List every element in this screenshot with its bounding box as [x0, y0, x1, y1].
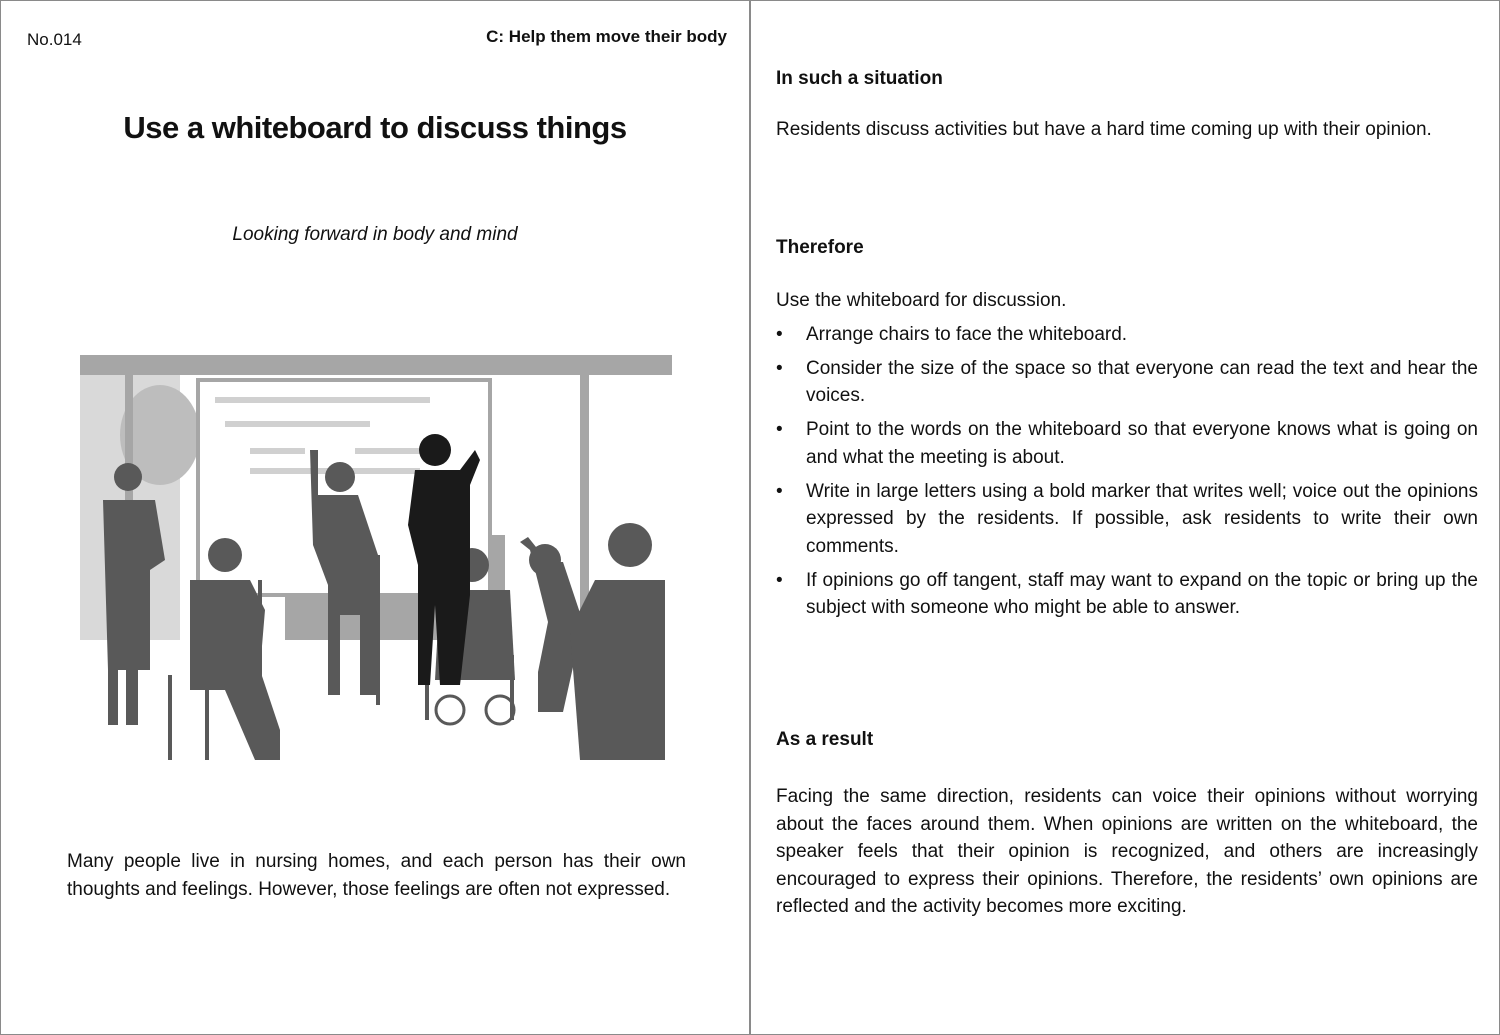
- therefore-heading: Therefore: [776, 237, 864, 258]
- list-item: • If opinions go off tangent, staff may want to expand on the topic or bring up the subject with someone who might be able to answer.: [776, 567, 1478, 622]
- bullet-icon: •: [776, 323, 783, 345]
- list-item: • Arrange chairs to face the whiteboard.: [776, 321, 1478, 349]
- list-item: • Consider the size of the space so that everyone can read the text and hear the voices.: [776, 355, 1478, 410]
- page-title: Use a whiteboard to discuss things: [123, 110, 627, 145]
- list-item: • Write in large letters using a bold marker that writes well; voice out the opinions expressed by the residents. If possible, ask residents to write their own comments.: [776, 478, 1478, 561]
- pattern-number: No.014: [27, 30, 82, 49]
- therefore-bullet-list: [776, 321, 1478, 622]
- result-heading: As a result: [776, 729, 874, 750]
- therefore-section: [776, 287, 1478, 628]
- situation-text: Residents discuss activities but have a hard time coming up with their opinion.: [776, 119, 1432, 140]
- bullet-icon: •: [776, 357, 783, 379]
- intro-paragraph: Many people live in nursing homes, and each person has their own thoughts and feelings. However, those feelings are often not expressed.: [67, 851, 686, 900]
- bullet-icon: •: [776, 480, 783, 502]
- therefore-text: Use the whiteboard for discussion.: [776, 290, 1067, 311]
- page-subtitle: Looking forward in body and mind: [232, 224, 518, 245]
- category-label: C: Help them move their body: [486, 27, 727, 46]
- result-text: Facing the same direction, residents can voice their opinions without worrying about the faces around them. When opinions are written on the whiteboard, the speaker feels that their opinion is recognized, and others are increasingly encouraged to express their opinions. Therefore, the residents’ own opinions are reflected and the activity becomes more exciting.: [776, 786, 1478, 917]
- bullet-icon: •: [776, 419, 783, 440]
- bullet-icon: •: [776, 569, 783, 591]
- list-item: • Point to the words on the whiteboard so that everyone knows what is going on and what the meeting is about.: [776, 416, 1478, 471]
- whiteboard-discussion-illustration: [80, 355, 672, 760]
- situation-heading: In such a situation: [776, 68, 943, 89]
- page-divider: [749, 0, 751, 1035]
